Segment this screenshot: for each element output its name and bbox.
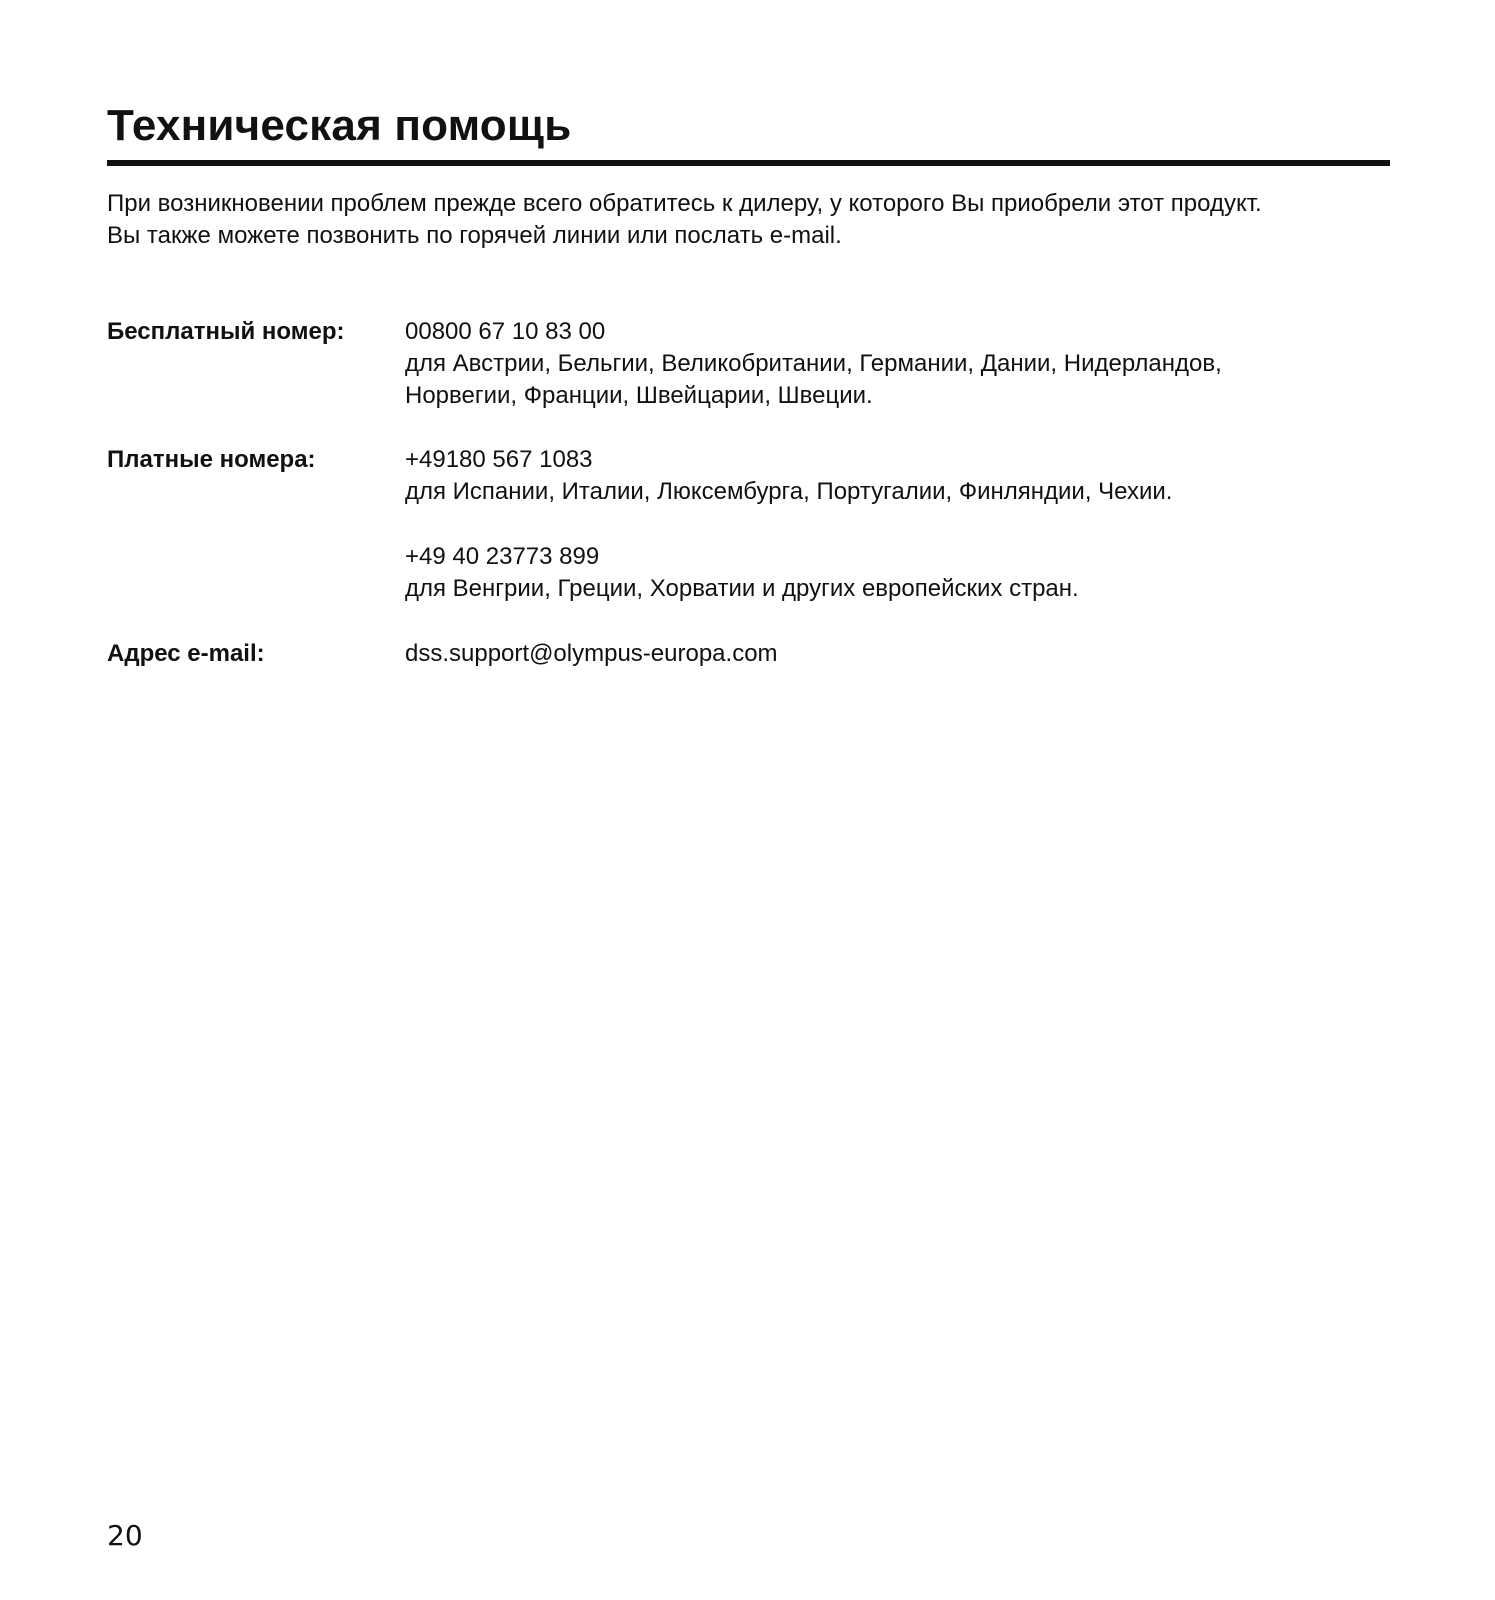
email-label: Адрес e-mail: — [107, 640, 265, 667]
paid-numbers-label: Платные номера: — [107, 446, 316, 473]
page-title: Техническая помощь — [107, 101, 572, 150]
free-phone-number: 00800 67 10 83 00 — [405, 318, 606, 345]
page-number: 20 — [107, 1519, 143, 1552]
free-number-label: Бесплатный номер: — [107, 318, 345, 345]
support-introduction — [107, 188, 1390, 252]
free-number-details — [405, 316, 1390, 412]
document-page — [107, 0, 1390, 1600]
paid-number-details-2 — [405, 541, 1390, 605]
intro-paragraph-contact-dealer: При возникновении проблем прежде всего обратитесь к дилеру, у которого Вы приобрели этот продукт. — [107, 190, 1262, 217]
paid-number-details-1 — [405, 444, 1390, 508]
title-divider — [107, 160, 1390, 166]
paid-number-countries-2: для Венгрии, Греции, Хорватии и других европейских стран. — [405, 575, 1079, 602]
intro-paragraph-hotline-email: Вы также можете позвонить по горячей линии или послать e-mail. — [107, 222, 842, 249]
email-address: dss.support@olympus-europa.com — [405, 640, 778, 667]
paid-phone-number-1: +49180 567 1083 — [405, 446, 593, 473]
paid-phone-number-2: +49 40 23773 899 — [405, 543, 600, 570]
free-number-countries-line-1: для Австрии, Бельгии, Великобритании, Германии, Дании, Нидерландов, — [405, 350, 1222, 377]
free-number-countries-line-2: Норвегии, Франции, Швейцарии, Швеции. — [405, 382, 873, 409]
paid-number-countries-1: для Испании, Италии, Люксембурга, Португалии, Финляндии, Чехии. — [405, 478, 1173, 505]
